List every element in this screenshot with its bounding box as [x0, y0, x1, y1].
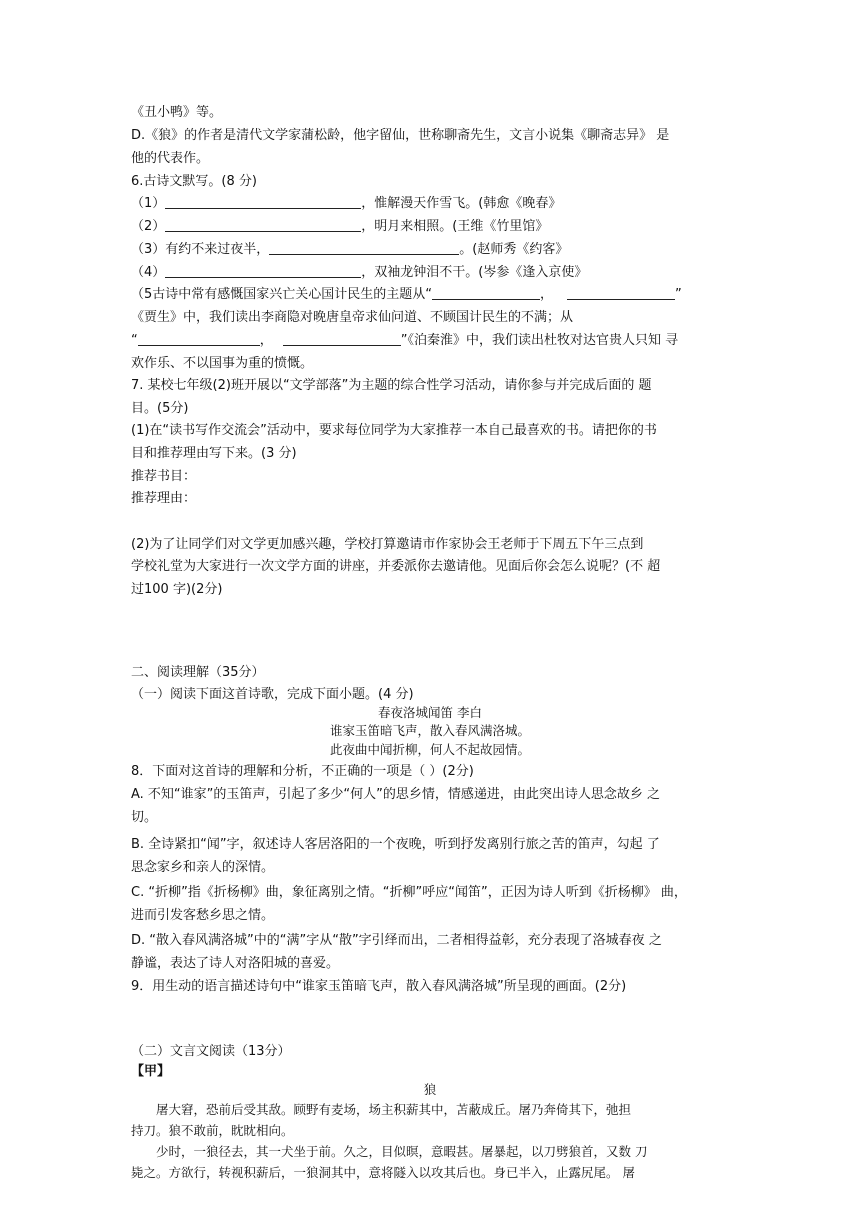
part-title: （二）文言文阅读（13分） [131, 1044, 291, 1059]
text-line: 进而引发客愁乡思之情。 [131, 908, 275, 923]
item-number: （2） [131, 219, 166, 234]
quote-close: ” [675, 287, 682, 302]
item-text: ，双袖龙钟泪不干。(岑参《逢入京使》 [361, 265, 588, 280]
text-line: 《丑小鸭》等。 [131, 105, 223, 120]
answer-blank[interactable] [165, 195, 361, 209]
text-line: 目。(5分) [131, 401, 189, 416]
separator: ， [259, 333, 273, 348]
answer-blank[interactable] [138, 332, 260, 346]
recommend-reason-label: 推荐理由： [131, 491, 197, 506]
question-7-2: (2)为了让同学们对文学更加感兴趣，学校打算邀请市作家协会王老师于下周五下午三点到 [131, 537, 644, 552]
part-title: （一）阅读下面这首诗歌，完成下面小题。(4 分) [131, 687, 414, 702]
question-6-5 [131, 286, 682, 304]
item-text: ”《泊秦淮》中，我们读出杜牧对达官贵人只知 寻 [400, 333, 679, 348]
question-8: 8．下面对这首诗的理解和分析，不正确的一项是（ ）(2分) [131, 764, 474, 779]
text-line: 学校礼堂为大家进行一次文学方面的讲座，并委派你去邀请他。见面后你会怎么说呢？(不 超 [131, 559, 661, 574]
passage-line: 毙之。方欲行，转视积薪后，一狼洞其中，意将隧入以攻其后也。身已半入，止露尻尾。 屠 [131, 1165, 635, 1180]
option-c: C. “折柳”指《折杨柳》曲，象征离别之情。“折柳”呼应“闻笛”，正因为诗人听到《折杨柳》 曲， [131, 885, 687, 900]
passage-line: 持刀。狼不敢前，眈眈相向。 [131, 1123, 294, 1138]
answer-blank[interactable] [283, 332, 401, 346]
text-line: D.《狼》的作者是清代文学家蒲松龄，他字留仙，世称聊斋先生，文言小说集《聊斋志异》 是 [131, 128, 670, 143]
item-text: （5古诗中常有感慨国家兴亡关心国计民生的主题从“ [131, 287, 433, 302]
question-7-1: (1)在“读书写作交流会”活动中，要求每位同学为大家推荐一本自己最喜欢的书。请把你的书 [131, 423, 657, 438]
question-6-4 [131, 264, 587, 282]
question-7-title: 7. 某校七年级(2)班开展以“文学部落”为主题的综合性学习活动，请你参与并完成后面的 题 [131, 378, 652, 393]
option-d: D. “散入春风满洛城”中的“满”字从“散”字引绎而出，二者相得益彰，充分表现了洛城春夜 之 [131, 933, 662, 948]
question-6-3 [131, 241, 568, 259]
quote-open: “ [131, 333, 138, 348]
item-number: （4） [131, 265, 166, 280]
poem-line: 谁家玉笛暗飞声，散入春风满洛城。 [329, 723, 530, 738]
item-text: （3）有约不来过夜半， [131, 242, 270, 257]
text-line: 他的代表作。 [131, 151, 210, 166]
option-b: B. 全诗紧扣“闻”字，叙述诗人客居洛阳的一个夜晚，听到抒发离别行旅之苦的笛声，勾起 了 [131, 837, 660, 852]
answer-blank[interactable] [269, 241, 459, 255]
question-6-title: 6.古诗文默写。(8 分) [131, 174, 257, 189]
item-number: （1） [131, 196, 166, 211]
passage-line: 少时，一狼径去，其一犬坐于前。久之，目似暝，意暇甚。屠暴起，以刀劈狼首，又数 刀 [156, 1144, 648, 1159]
recommend-book-label: 推荐书目： [131, 469, 197, 484]
question-9: 9．用生动的语言描述诗句中“谁家玉笛暗飞声，散入春风满洛城”所呈现的画面。(2分) [131, 979, 627, 994]
question-6-1 [131, 195, 561, 213]
poem-title: 春夜洛城闻笛 李白 [378, 705, 482, 720]
text-line: 切。 [131, 810, 158, 825]
answer-blank[interactable] [165, 218, 361, 232]
answer-blank[interactable] [567, 286, 675, 300]
passage-line: 屠大窘，恐前后受其敌。顾野有麦场，场主积薪其中，苫蔽成丘。屠乃奔倚其下，弛担 [156, 1102, 632, 1117]
text-line: 《贾生》中，我们读出李商隐对晚唐皇帝求仙问道、不顾国计民生的不满；从 [131, 310, 574, 325]
item-text: ，明月来相照。(王维《竹里馆》 [361, 219, 549, 234]
text-line: 思念家乡和亲人的深情。 [131, 860, 275, 875]
passage-label: 【甲】 [131, 1064, 171, 1079]
question-6-2 [131, 218, 548, 236]
item-text: ，惟解漫天作雪飞。(韩愈《晚春》 [361, 196, 562, 211]
text-line: 目和推荐理由写下来。(3 分) [131, 446, 297, 461]
poem-line: 此夜曲中闻折柳，何人不起故园情。 [329, 742, 530, 757]
option-a: A. 不知“谁家”的玉笛声，引起了多少“何人”的思乡情，情感递进，由此突出诗人思念故乡 之 [131, 787, 661, 802]
text-line: 过100 字)(2分) [131, 582, 223, 597]
item-text: 。(赵师秀《约客》 [459, 242, 569, 257]
passage-title: 狼 [423, 1082, 437, 1097]
question-6-5-line3 [131, 332, 678, 350]
text-line: 欢作乐、不以国事为重的愤慨。 [131, 356, 314, 371]
separator: ， [540, 287, 554, 302]
answer-blank[interactable] [165, 264, 361, 278]
section-title: 二、阅读理解（35分） [131, 665, 265, 680]
answer-blank[interactable] [432, 286, 540, 300]
text-line: 静谧，表达了诗人对洛阳城的喜爱。 [131, 956, 340, 971]
